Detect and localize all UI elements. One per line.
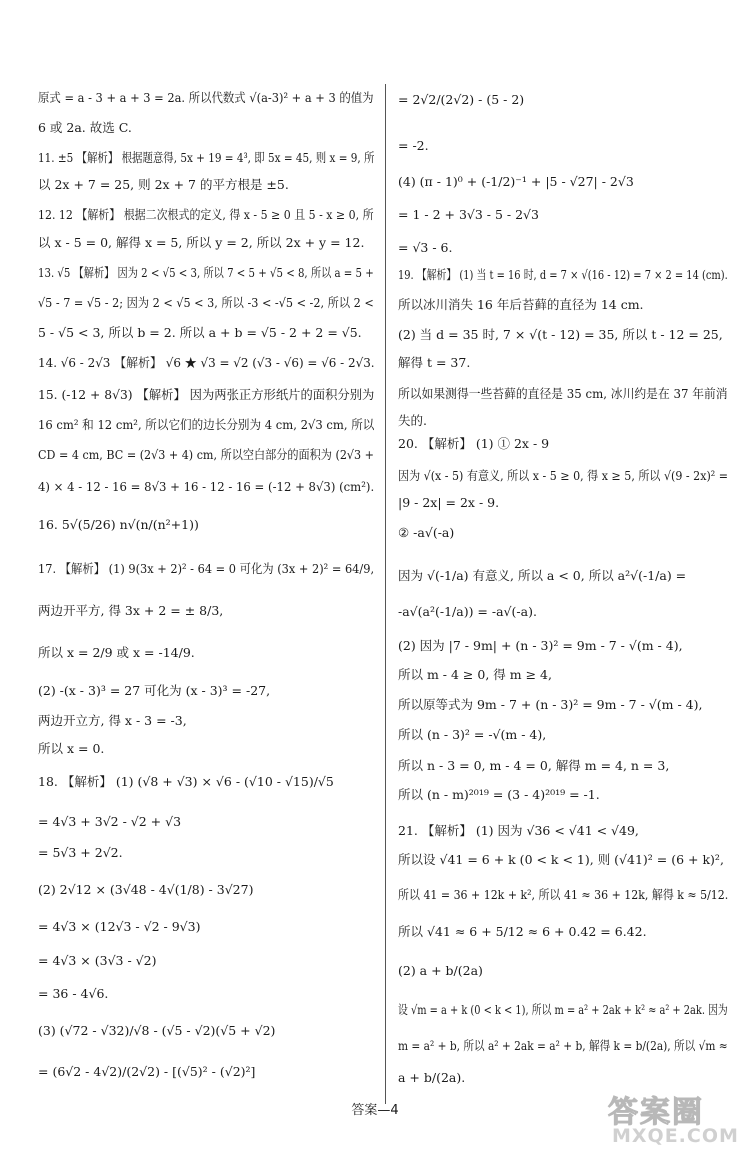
text-line: 6 或 2a. 故选 C.	[38, 120, 132, 135]
text-line: 13. √5 【解析】 因为 2 < √5 < 3, 所以 7 < 5 + √5 < 8, 所以 a = 5 +	[38, 265, 374, 280]
text-line: (3) (√72 - √32)/√8 - (√5 - √2)(√5 + √2)	[38, 1023, 276, 1038]
text-line: 18. 【解析】 (1) (√8 + √3) × √6 - (√10 - √15)/√5	[38, 774, 334, 789]
text-line: 21. 【解析】 (1) 因为 √36 < √41 < √49,	[398, 823, 639, 838]
text-line: (2) 2√12 × (3√48 - 4√(1/8) - 3√27)	[38, 882, 254, 897]
text-line: 4) × 4 - 12 - 16 = 8√3 + 16 - 12 - 16 = (-12 + 8√3) (cm²).	[38, 479, 375, 494]
text-line: 所以 41 = 36 + 12k + k², 所以 41 ≈ 36 + 12k, 解得 k ≈ 5/12.	[398, 887, 729, 902]
text-line: 14. √6 - 2√3 【解析】 √6 ★ √3 = √2 (√3 - √6) = √6 - 2√3.	[38, 355, 375, 370]
text-line: 17. 【解析】 (1) 9(3x + 2)² - 64 = 0 可化为 (3x + 2)² = 64/9,	[38, 561, 375, 576]
text-line: 所以 √41 ≈ 6 + 5/12 ≈ 6 + 0.42 = 6.42.	[398, 924, 647, 939]
text-line: (2) -(x - 3)³ = 27 可化为 (x - 3)³ = -27,	[38, 683, 271, 698]
text-line: 16 cm² 和 12 cm², 所以它们的边长分别为 4 cm, 2√3 cm, 所以	[38, 417, 375, 432]
text-line: 因为 √(x - 5) 有意义, 所以 x - 5 ≥ 0, 得 x ≥ 5, 所以 √(9 - 2x)² =	[398, 468, 728, 483]
text-line: 解得 t = 37.	[398, 355, 471, 370]
text-line: = √3 - 6.	[398, 240, 453, 255]
text-line: = 4√3 + 3√2 - √2 + √3	[38, 814, 182, 829]
text-line: 所以 m - 4 ≥ 0, 得 m ≥ 4,	[398, 667, 552, 682]
text-line: 所以 (n - 3)² = -√(m - 4),	[398, 727, 547, 742]
text-line: = 4√3 × (3√3 - √2)	[38, 953, 157, 968]
text-line: 所以 (n - m)²⁰¹⁹ = (3 - 4)²⁰¹⁹ = -1.	[398, 787, 600, 802]
text-line: 两边开平方, 得 3x + 2 = ± 8/3,	[38, 603, 224, 618]
text-line: 12. 12 【解析】 根据二次根式的定义, 得 x - 5 ≥ 0 且 5 - x ≥ 0, 所	[38, 207, 374, 222]
text-line: 失的.	[398, 413, 427, 428]
text-line: 设 √m = a + k (0 < k < 1), 所以 m = a² + 2ak + k² ≈ a² + 2ak. 因为	[398, 1002, 728, 1017]
watermark-logo	[600, 1085, 750, 1151]
text-line: 所以原等式为 9m - 7 + (n - 3)² = 9m - 7 - √(m - 4),	[398, 697, 703, 712]
watermark-text: 答案圈	[608, 1095, 704, 1130]
text-line: 16. 5√(5/26) n√(n/(n²+1))	[38, 517, 199, 532]
text-line: = 2√2/(2√2) - (5 - 2)	[398, 92, 525, 107]
text-line: ② -a√(-a)	[398, 525, 455, 540]
text-line: 因为 √(-1/a) 有意义, 所以 a < 0, 所以 a²√(-1/a) =	[398, 568, 687, 583]
text-line: 所以 n - 3 = 0, m - 4 = 0, 解得 m = 4, n = 3,	[398, 758, 670, 773]
text-line: 所以冰川消失 16 年后苔藓的直径为 14 cm.	[398, 297, 644, 312]
text-line: = 4√3 × (12√3 - √2 - 9√3)	[38, 919, 201, 934]
text-line: 15. (-12 + 8√3) 【解析】 因为两张正方形纸片的面积分别为	[38, 387, 375, 402]
watermark-url: MXQE.COM	[612, 1125, 739, 1147]
text-line: a + b/(2a).	[398, 1070, 466, 1085]
text-line: -a√(a²(-1/a)) = -a√(-a).	[398, 604, 537, 619]
text-line: 所以 x = 0.	[38, 741, 105, 756]
text-line: 所以 x = 2/9 或 x = -14/9.	[38, 645, 195, 660]
text-line: 两边开立方, 得 x - 3 = -3,	[38, 713, 187, 728]
text-line: |9 - 2x| = 2x - 9.	[398, 495, 500, 510]
text-line: 原式 = a - 3 + a + 3 = 2a. 所以代数式 √(a-3)² + a + 3 的值为	[38, 90, 374, 105]
text-line: = 5√3 + 2√2.	[38, 845, 123, 860]
text-line: 20. 【解析】 (1) ① 2x - 9	[398, 436, 550, 451]
text-line: 以 2x + 7 = 25, 则 2x + 7 的平方根是 ±5.	[38, 177, 289, 192]
text-line: 5 - √5 < 3, 所以 b = 2. 所以 a + b = √5 - 2 + 2 = √5.	[38, 325, 362, 340]
text-line: 以 x - 5 = 0, 解得 x = 5, 所以 y = 2, 所以 2x + y = 12.	[38, 235, 365, 250]
page-number: 答案—4	[351, 1103, 399, 1118]
text-line: √5 - 7 = √5 - 2; 因为 2 < √5 < 3, 所以 -3 < -√5 < -2, 所以 2 <	[38, 295, 374, 310]
text-line: = 1 - 2 + 3√3 - 5 - 2√3	[398, 207, 539, 222]
text-line: 所以设 √41 = 6 + k (0 < k < 1), 则 (√41)² = (6 + k)²,	[398, 852, 724, 867]
text-line: = 36 - 4√6.	[38, 986, 109, 1001]
text-line: (2) a + b/(2a)	[398, 963, 483, 978]
column-divider	[385, 84, 386, 1104]
text-line: (4) (π - 1)⁰ + (-1/2)⁻¹ + |5 - √27| - 2√3	[398, 174, 634, 189]
text-line: 11. ±5 【解析】 根据题意得, 5x + 19 = 4³, 即 5x = 45, 则 x = 9, 所	[38, 150, 375, 165]
text-line: CD = 4 cm, BC = (2√3 + 4) cm, 所以空白部分的面积为 (2√3 +	[38, 447, 374, 462]
text-line: m = a² + b, 所以 a² + 2ak = a² + b, 解得 k = b/(2a), 所以 √m ≈	[398, 1038, 728, 1053]
text-line: = -2.	[398, 138, 429, 153]
text-line: 19. 【解析】 (1) 当 t = 16 时, d = 7 × √(16 - 12) = 7 × 2 = 14 (cm).	[398, 267, 728, 282]
text-line: (2) 当 d = 35 时, 7 × √(t - 12) = 35, 所以 t - 12 = 25,	[398, 327, 723, 342]
text-line: = (6√2 - 4√2)/(2√2) - [(√5)² - (√2)²]	[38, 1064, 256, 1079]
text-line: 所以如果测得一些苔藓的直径是 35 cm, 冰川约是在 37 年前消	[398, 386, 728, 401]
text-line: (2) 因为 |7 - 9m| + (n - 3)² = 9m - 7 - √(m - 4),	[398, 638, 683, 653]
